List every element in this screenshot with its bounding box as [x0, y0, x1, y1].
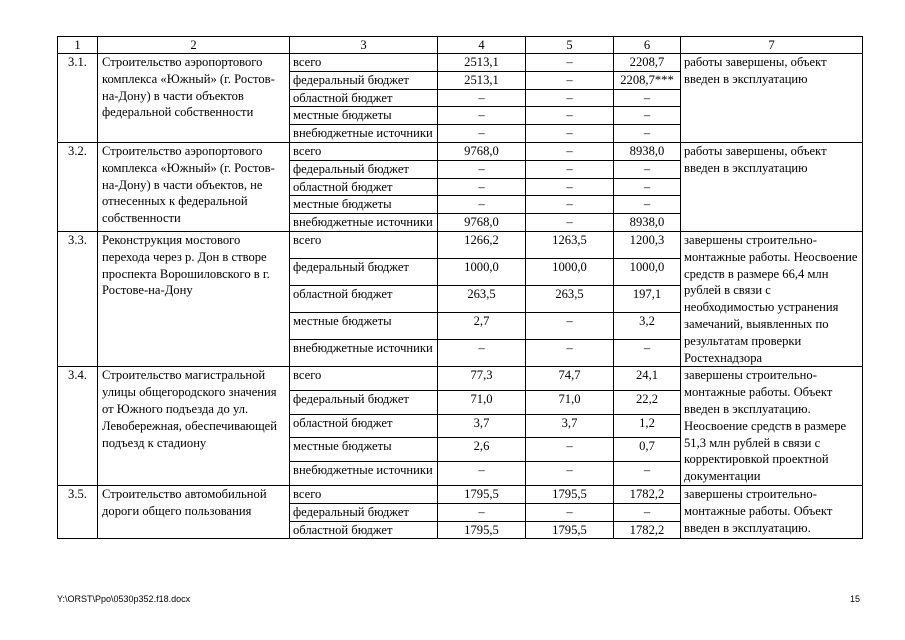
funding-source: федеральный бюджет — [290, 160, 438, 178]
object-name: Строительство магистральной улицы общегородского значения от Южного подъезда до ул. Левобережная, обеспечивающей подъезд к стадиону — [98, 367, 290, 486]
value-c4: 2513,1 — [438, 71, 526, 89]
funding-source: областной бюджет — [290, 286, 438, 313]
value-c6: 197,1 — [614, 286, 681, 313]
header-cell: 3 — [290, 37, 438, 54]
header-cell: 1 — [58, 37, 98, 54]
value-c4: – — [438, 196, 526, 214]
value-c4: 1795,5 — [438, 485, 526, 503]
footer-page-number: 15 — [849, 594, 860, 604]
value-c4: – — [438, 160, 526, 178]
funding-source: внебюджетные источники — [290, 125, 438, 143]
header-cell: 2 — [98, 37, 290, 54]
value-c5: 1795,5 — [526, 521, 614, 539]
value-c6: – — [614, 340, 681, 367]
value-c5: – — [526, 214, 614, 232]
value-c5: – — [526, 71, 614, 89]
value-c5: 71,0 — [526, 391, 614, 415]
value-c4: – — [438, 178, 526, 196]
funding-source: местные бюджеты — [290, 196, 438, 214]
funding-source: внебюджетные источники — [290, 462, 438, 486]
header-cell: 4 — [438, 37, 526, 54]
value-c6: 8938,0 — [614, 214, 681, 232]
value-c4: 71,0 — [438, 391, 526, 415]
value-c4: 1795,5 — [438, 521, 526, 539]
footer-file-path: Y:\ORST\Ppo\0530p352.f18.docx — [57, 594, 191, 604]
funding-source: федеральный бюджет — [290, 71, 438, 89]
table-row — [58, 231, 863, 258]
funding-source: федеральный бюджет — [290, 259, 438, 286]
table-row — [58, 142, 863, 160]
value-c4: – — [438, 89, 526, 107]
value-c6: – — [614, 89, 681, 107]
funding-source: областной бюджет — [290, 414, 438, 438]
value-c6: – — [614, 107, 681, 125]
item-number: 3.2. — [58, 142, 98, 231]
value-c5: – — [526, 313, 614, 340]
funding-source: областной бюджет — [290, 178, 438, 196]
funding-source: федеральный бюджет — [290, 503, 438, 521]
status-note: завершены строительно-монтажные работы. Объект введен в эксплуатацию. Неосвоение средств в размере 51,3 млн рублей в связи с корректировкой проектной документации — [681, 367, 863, 486]
value-c4: – — [438, 107, 526, 125]
value-c5: – — [526, 438, 614, 462]
object-name: Строительство автомобильной дороги общего пользования — [98, 485, 290, 538]
value-c6: 1200,3 — [614, 231, 681, 258]
item-number: 3.4. — [58, 367, 98, 486]
status-note: работы завершены, объект введен в эксплуатацию — [681, 142, 863, 231]
value-c5: – — [526, 89, 614, 107]
funding-source: внебюджетные источники — [290, 340, 438, 367]
value-c4: 77,3 — [438, 367, 526, 391]
funding-source: федеральный бюджет — [290, 391, 438, 415]
value-c5: – — [526, 196, 614, 214]
value-c6: 8938,0 — [614, 142, 681, 160]
value-c4: – — [438, 462, 526, 486]
value-c4: 9768,0 — [438, 142, 526, 160]
funding-source: внебюджетные источники — [290, 214, 438, 232]
value-c5: – — [526, 340, 614, 367]
object-name: Строительство аэропортового комплекса «Южный» (г. Ростов-на-Дону) в части объектов, не отнесенных к федеральной собственности — [98, 142, 290, 231]
value-c6: 1,2 — [614, 414, 681, 438]
value-c6: – — [614, 196, 681, 214]
value-c5: – — [526, 178, 614, 196]
value-c6: 2208,7*** — [614, 71, 681, 89]
funding-source: областной бюджет — [290, 89, 438, 107]
value-c4: 1266,2 — [438, 231, 526, 258]
value-c6: – — [614, 125, 681, 143]
funding-source: всего — [290, 54, 438, 72]
value-c6: 0,7 — [614, 438, 681, 462]
funding-source: всего — [290, 142, 438, 160]
item-number: 3.1. — [58, 54, 98, 143]
value-c4: 2,7 — [438, 313, 526, 340]
value-c5: – — [526, 125, 614, 143]
value-c6: 22,2 — [614, 391, 681, 415]
value-c4: – — [438, 340, 526, 367]
value-c6: 1782,2 — [614, 521, 681, 539]
value-c4: – — [438, 503, 526, 521]
header-cell: 7 — [681, 37, 863, 54]
value-c4: 263,5 — [438, 286, 526, 313]
value-c6: 1000,0 — [614, 259, 681, 286]
table-row — [58, 54, 863, 72]
funding-source: местные бюджеты — [290, 107, 438, 125]
value-c5: 263,5 — [526, 286, 614, 313]
value-c5: 3,7 — [526, 414, 614, 438]
value-c5: – — [526, 160, 614, 178]
value-c6: – — [614, 178, 681, 196]
value-c5: 74,7 — [526, 367, 614, 391]
value-c5: 1000,0 — [526, 259, 614, 286]
object-name: Реконструкция мостового перехода через р. Дон в створе проспекта Ворошиловского в г. Ростове-на-Дону — [98, 231, 290, 366]
value-c6: – — [614, 160, 681, 178]
value-c4: 2,6 — [438, 438, 526, 462]
value-c5: – — [526, 503, 614, 521]
budget-table — [57, 36, 863, 539]
value-c5: – — [526, 54, 614, 72]
funding-source: местные бюджеты — [290, 313, 438, 340]
value-c5: 1263,5 — [526, 231, 614, 258]
header-cell: 5 — [526, 37, 614, 54]
value-c6: 24,1 — [614, 367, 681, 391]
value-c4: 1000,0 — [438, 259, 526, 286]
value-c5: – — [526, 142, 614, 160]
value-c5: – — [526, 462, 614, 486]
object-name: Строительство аэропортового комплекса «Южный» (г. Ростов-на-Дону) в части объектов федеральной собственности — [98, 54, 290, 143]
value-c5: – — [526, 107, 614, 125]
table-row — [58, 367, 863, 391]
funding-source: всего — [290, 485, 438, 503]
value-c4: 2513,1 — [438, 54, 526, 72]
status-note: завершены строительно-монтажные работы. Неосвоение средств в размере 66,4 млн рублей в связи с необходимостью устранения замечаний, выявленных по результатам проверки Ростехнадзора — [681, 231, 863, 366]
value-c6: – — [614, 503, 681, 521]
value-c6: 2208,7 — [614, 54, 681, 72]
funding-source: областной бюджет — [290, 521, 438, 539]
status-note: работы завершены, объект введен в эксплуатацию — [681, 54, 863, 143]
status-note: завершены строительно-монтажные работы. Объект введен в эксплуатацию. — [681, 485, 863, 538]
value-c6: – — [614, 462, 681, 486]
value-c5: 1795,5 — [526, 485, 614, 503]
value-c4: – — [438, 125, 526, 143]
header-cell: 6 — [614, 37, 681, 54]
value-c6: 1782,2 — [614, 485, 681, 503]
funding-source: всего — [290, 231, 438, 258]
value-c4: 3,7 — [438, 414, 526, 438]
funding-source: всего — [290, 367, 438, 391]
header-row — [58, 37, 863, 54]
value-c4: 9768,0 — [438, 214, 526, 232]
funding-source: местные бюджеты — [290, 438, 438, 462]
item-number: 3.3. — [58, 231, 98, 366]
item-number: 3.5. — [58, 485, 98, 538]
value-c6: 3,2 — [614, 313, 681, 340]
table-row — [58, 485, 863, 503]
